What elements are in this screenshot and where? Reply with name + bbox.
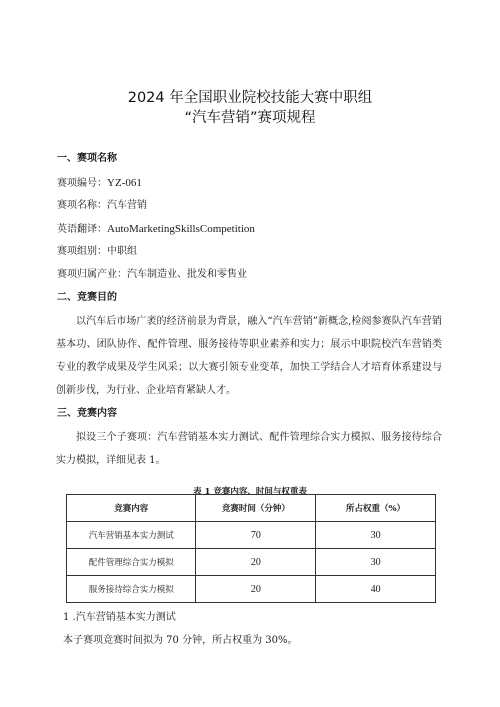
competition-table bbox=[66, 494, 436, 603]
table-cell-weight: 30 bbox=[316, 549, 436, 576]
table-row bbox=[67, 522, 436, 549]
table-header-content: 竞赛内容 bbox=[67, 495, 196, 522]
event-code-label: 赛项编号： bbox=[57, 178, 107, 189]
table-row bbox=[67, 576, 436, 603]
table-header-time: 竞赛时间（分钟） bbox=[196, 495, 316, 522]
event-name: 赛项名称：汽车营销 bbox=[57, 200, 147, 211]
document-title-line1: 2024 年全国职业院校技能大赛中职组 bbox=[127, 90, 373, 106]
english-label: 英语翻译： bbox=[57, 224, 107, 235]
section1-heading: 一、赛项名称 bbox=[57, 153, 117, 164]
document-title-line2: “汽车营销”赛项规程 bbox=[184, 110, 316, 126]
table-cell-content: 配件管理综合实力模拟 bbox=[67, 549, 196, 576]
table-caption: 表 1 竞赛内容、时间与权重表 bbox=[193, 487, 307, 497]
table-row bbox=[67, 549, 436, 576]
table-cell-weight: 40 bbox=[316, 576, 436, 603]
section2-paragraph: 以汽车后市场广袤的经济前景为背景，融入“汽车营销”新概念,检阅参赛队汽车营销基本功、团队协作、配件管理、服务接待等职业素养和实力；展示中职院校汽车营销类专业的教学成果及学生风采；以大赛引领专业变革，加快工学结合人才培育体系建设与创新步伐，为行业、企业培育紧缺人才。 bbox=[56, 316, 442, 396]
subsection1-heading: 1 .汽车营销基本实力测试 bbox=[63, 612, 176, 623]
table-header-row bbox=[67, 495, 436, 522]
table-cell-content: 汽车营销基本实力测试 bbox=[67, 522, 196, 549]
english-value: AutoMarketingSkillsCompetition bbox=[107, 223, 255, 235]
event-code bbox=[57, 176, 142, 191]
table-cell-time: 20 bbox=[196, 576, 316, 603]
section2-heading: 二、竞赛目的 bbox=[57, 292, 117, 303]
table-cell-content: 服务接待综合实力模拟 bbox=[67, 576, 196, 603]
table-header-weight: 所占权重（%） bbox=[316, 495, 436, 522]
event-group: 赛项组别：中职组 bbox=[57, 246, 137, 257]
event-industry: 赛项归属产业：汽车制造业、批发和零售业 bbox=[57, 269, 247, 280]
section3-paragraph: 拟设三个子赛项：汽车营销基本实力测试、配件管理综合实力模拟、服务接待综合实力模拟，详细见表 1。 bbox=[56, 432, 442, 466]
table-cell-weight: 30 bbox=[316, 522, 436, 549]
section3-heading: 三、竞赛内容 bbox=[57, 408, 117, 419]
event-code-value: YZ-061 bbox=[107, 177, 142, 189]
table-cell-time: 70 bbox=[196, 522, 316, 549]
subsection1-text: 本子赛项竞赛时间拟为 70 分钟，所占权重为 30%。 bbox=[63, 635, 298, 646]
english-translation bbox=[57, 222, 255, 237]
table-cell-time: 20 bbox=[196, 549, 316, 576]
